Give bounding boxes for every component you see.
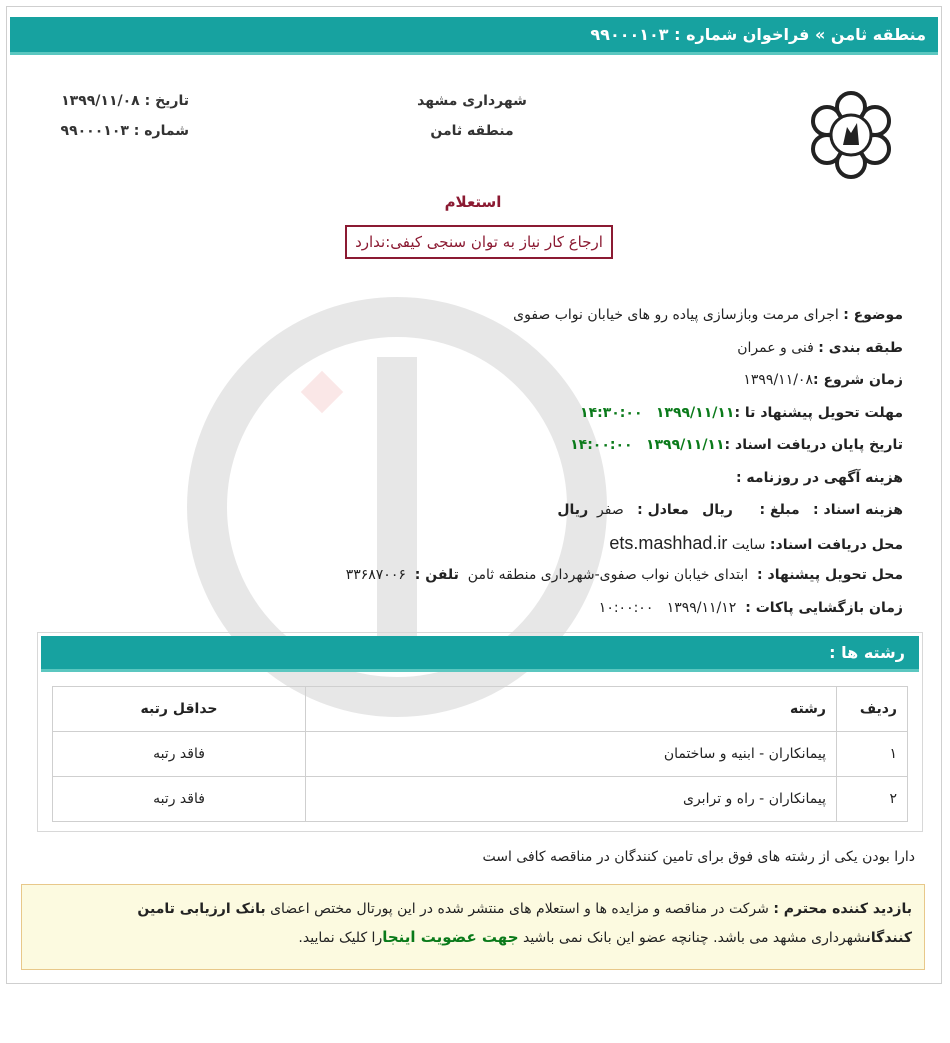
site-link[interactable]: ets.mashhad.ir bbox=[609, 532, 728, 553]
category-row: طبقه بندی : فنی و عمران bbox=[737, 339, 903, 356]
page-header-bar bbox=[10, 17, 938, 55]
org-subname: منطقه ثامن bbox=[430, 123, 514, 139]
delivery-row: محل تحویل پیشنهاد : ابتدای خیابان نواب صفوی-شهرداری منطقه ثامن تلفن : ۳۳۶۸۷۰۰۶ bbox=[345, 567, 903, 583]
fields-note: دارا بودن یکی از رشته های فوق برای تامین کنندگان در مناقصه کافی است bbox=[482, 849, 915, 865]
announcement-details bbox=[203, 299, 903, 624]
municipality-emblem-icon bbox=[803, 87, 899, 183]
docs-end-row: تاریخ پایان دریافت اسناد :۱۳۹۹/۱۱/۱۱ ۱۴:۰۰:۰۰ bbox=[570, 437, 903, 453]
fields-header-bar bbox=[41, 636, 919, 672]
join-link[interactable]: جهت عضویت اینجا bbox=[382, 928, 519, 946]
start-row: زمان شروع :۱۳۹۹/۱۱/۰۸ bbox=[743, 372, 903, 388]
opening-row: زمان بازگشایی پاکات : ۱۳۹۹/۱۱/۱۲ ۱۰:۰۰:۰۰ bbox=[598, 599, 903, 616]
table-header-row bbox=[53, 687, 908, 732]
table-row: ۱ پیمانکاران - ابنیه و ساختمان فاقد رتبه bbox=[53, 732, 908, 777]
visitor-notice: بازدید کننده محترم : شرکت در مناقصه و مزایده ها و استعلام های منتشر شده در این پورتال مختص اعضای بانک ارزیابی تامین کنندگانشهرداری مشهد می باشد. چنانچه عضو این بانک نمی باشید جهت عضویت اینجارا کلیک نمایید. bbox=[21, 884, 925, 970]
deadline-row: مهلت تحویل پیشنهاد تا :۱۳۹۹/۱۱/۱۱ ۱۴:۳۰:۰۰ bbox=[580, 404, 903, 421]
org-name: شهرداری مشهد bbox=[417, 93, 527, 109]
document-type: استعلام bbox=[444, 193, 502, 211]
column-header-field: رشته bbox=[306, 687, 837, 732]
table-row: ۲ پیمانکاران - راه و ترابری فاقد رتبه bbox=[53, 777, 908, 822]
column-header-rank: حداقل رتبه bbox=[53, 687, 306, 732]
page-header-title: منطقه ثامن » فراخوان شماره : ۹۹۰۰۰۱۰۳ bbox=[590, 25, 926, 44]
quality-assessment-badge: ارجاع کار نیاز به توان سنجی کیفی:ندارد bbox=[345, 225, 613, 259]
fields-title: رشته ها : bbox=[829, 643, 905, 662]
announcement-page bbox=[6, 6, 942, 984]
receive-row: محل دریافت اسناد: سایت ets.mashhad.ir bbox=[609, 532, 903, 553]
fields-section bbox=[37, 632, 923, 832]
subject-row: موضوع : اجرای مرمت وبازسازی پیاده رو های خیابان نواب صفوی bbox=[513, 307, 903, 323]
date-line: تاریخ : ۱۳۹۹/۱۱/۰۸ bbox=[61, 93, 189, 109]
fields-table bbox=[52, 686, 908, 822]
doc-cost-row: هزینه اسناد : مبلغ : ریال معادل : صفر ریال bbox=[557, 502, 903, 518]
ad-cost-row: هزینه آگهی در روزنامه : bbox=[735, 469, 903, 486]
column-header-index: ردیف bbox=[837, 687, 908, 732]
number-line: شماره : ۹۹۰۰۰۱۰۳ bbox=[60, 123, 189, 139]
